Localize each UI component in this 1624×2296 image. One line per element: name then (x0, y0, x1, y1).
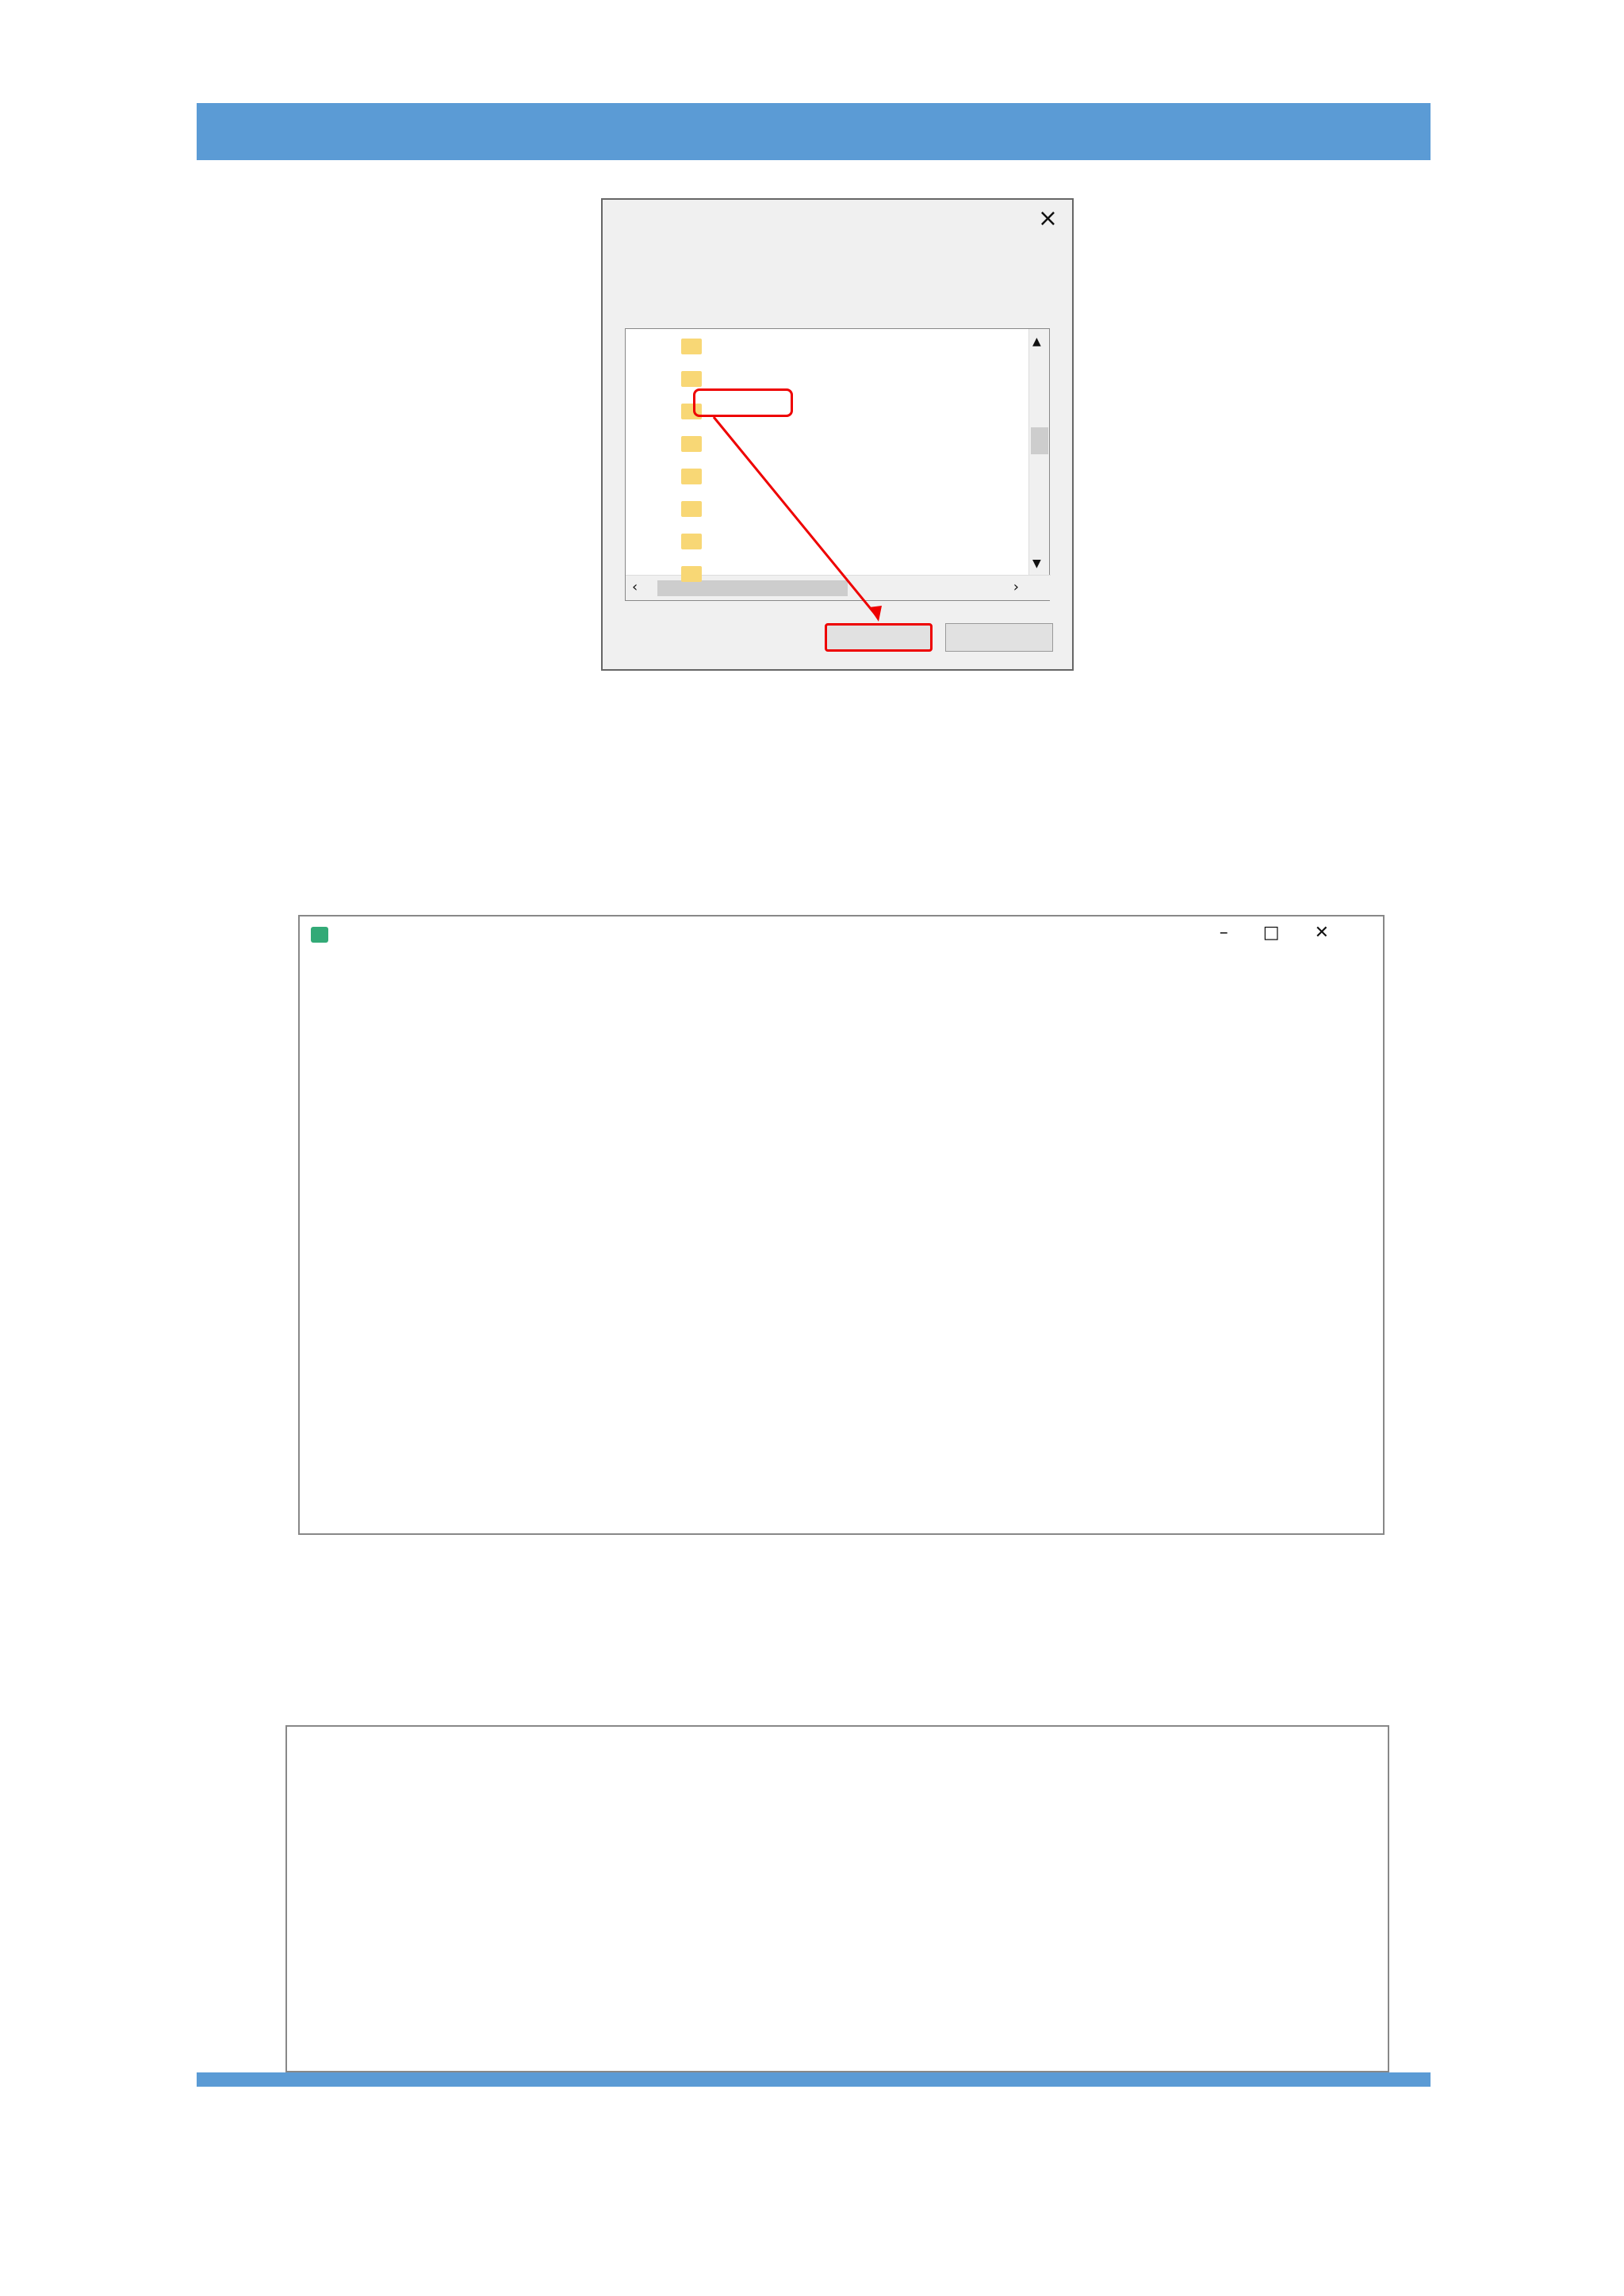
ok-button[interactable] (825, 623, 933, 652)
maximize-icon[interactable]: □ (1262, 923, 1315, 943)
tree-item[interactable] (626, 332, 1022, 361)
folder-icon (681, 436, 702, 452)
tree-item[interactable] (626, 495, 1022, 523)
cancel-button[interactable] (945, 623, 1053, 652)
browse-folder-dialog (601, 198, 1074, 671)
folder-tree[interactable] (625, 328, 1050, 601)
page-header (197, 103, 1431, 160)
folder-icon (681, 339, 702, 354)
minimize-icon[interactable]: – (1219, 923, 1263, 943)
tree-item[interactable] (626, 560, 1022, 588)
tree-item[interactable] (626, 430, 1022, 458)
footer-bar (197, 2072, 1431, 2087)
close-icon[interactable]: × (1037, 205, 1058, 232)
folder-icon (681, 371, 702, 387)
close-icon[interactable]: ✕ (1314, 923, 1364, 943)
window-controls (1220, 923, 1364, 943)
folder-icon (681, 534, 702, 549)
horizontal-scrollbar[interactable]: ‹ › (626, 575, 1051, 600)
winscp-window-2 (285, 1725, 1389, 2072)
title-bar (300, 916, 1383, 953)
tree-item[interactable] (626, 397, 1022, 426)
folder-icon (681, 501, 702, 517)
winscp-logo-icon (311, 927, 328, 943)
tree-item[interactable] (626, 527, 1022, 556)
winscp-window-1 (298, 915, 1385, 1535)
folder-icon (681, 566, 702, 582)
tree-item[interactable] (626, 365, 1022, 393)
vertical-scrollbar[interactable]: ▲ ▼ (1028, 329, 1049, 575)
highlight-master (693, 388, 793, 417)
tree-item[interactable] (626, 462, 1022, 491)
folder-icon (681, 469, 702, 484)
